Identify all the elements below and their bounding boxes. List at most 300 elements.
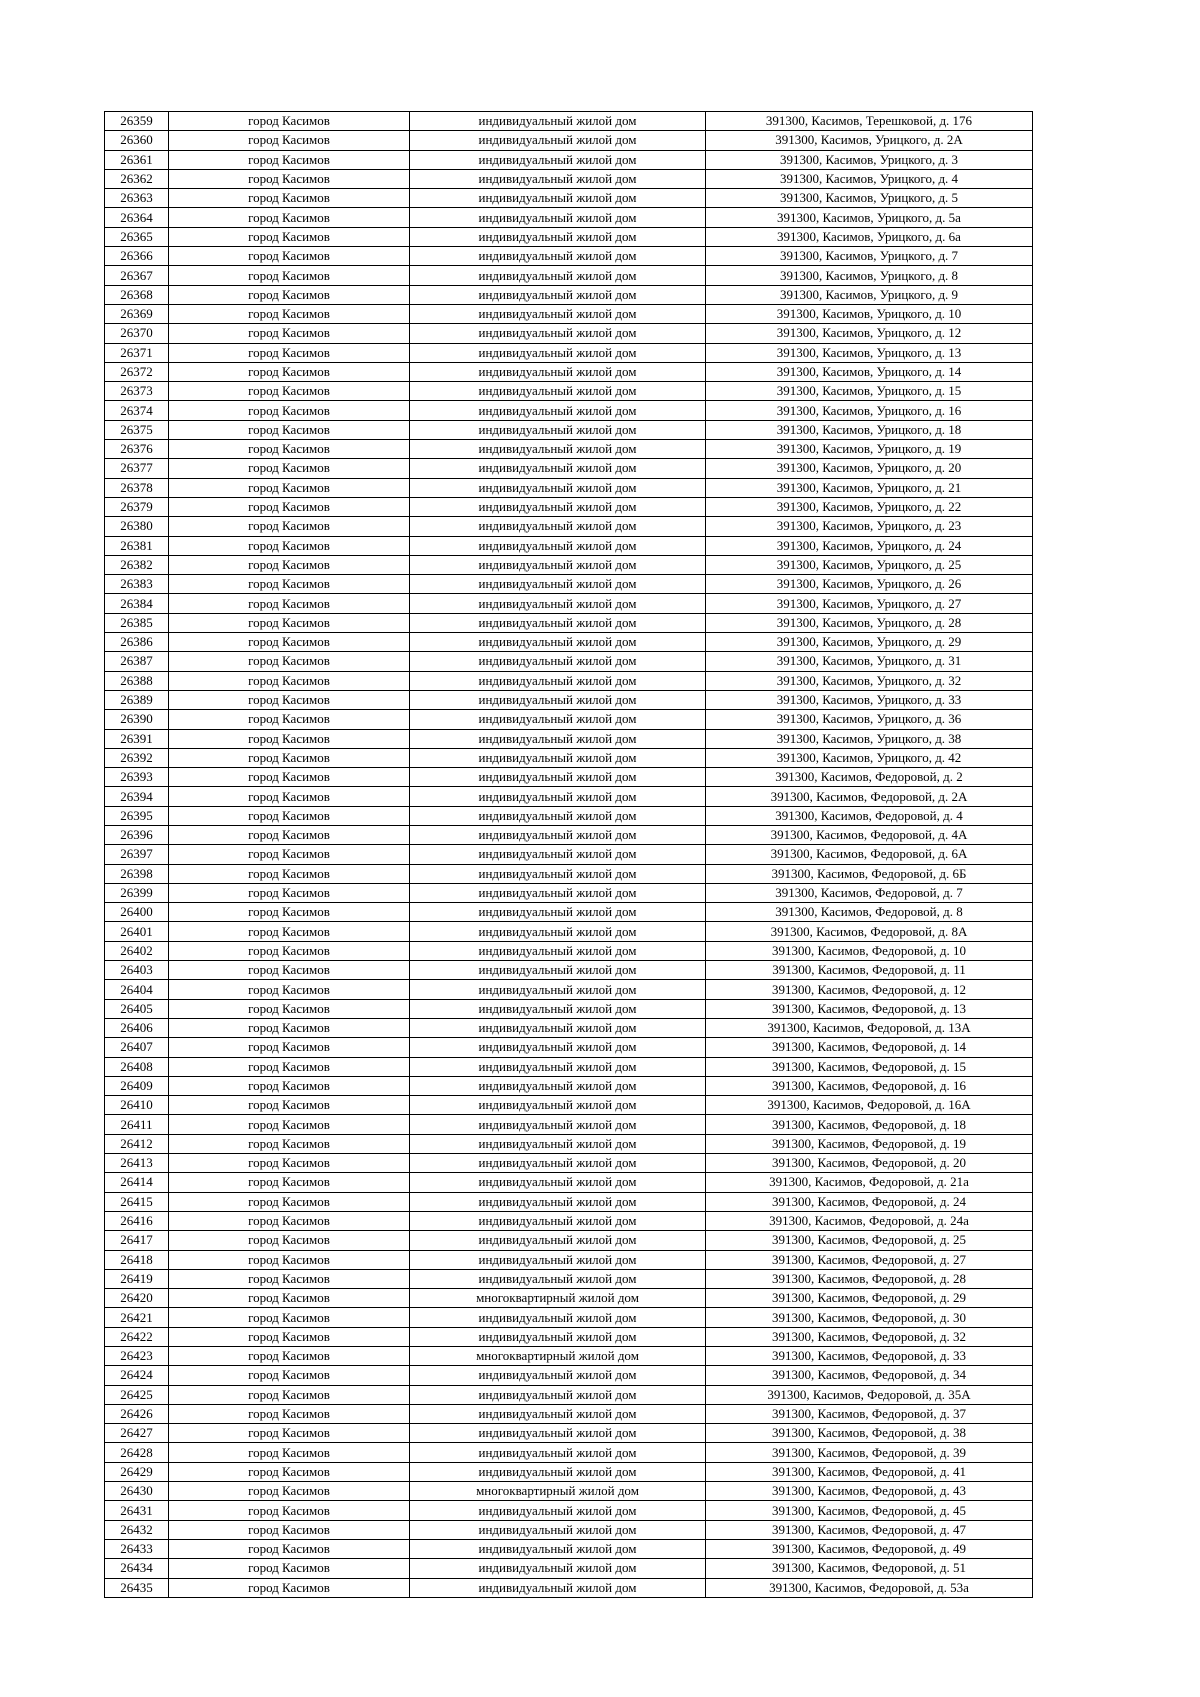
table-row <box>105 1289 1033 1308</box>
building-type-cell: индивидуальный жилой дом <box>410 324 706 343</box>
table-row <box>105 362 1033 381</box>
address-cell: 391300, Касимов, Урицкого, д. 36 <box>706 710 1033 729</box>
address-cell: 391300, Касимов, Федоровой, д. 11 <box>706 961 1033 980</box>
address-cell: 391300, Касимов, Урицкого, д. 6а <box>706 227 1033 246</box>
address-cell: 391300, Касимов, Урицкого, д. 28 <box>706 613 1033 632</box>
address-cell: 391300, Касимов, Федоровой, д. 16 <box>706 1076 1033 1095</box>
address-cell: 391300, Касимов, Урицкого, д. 38 <box>706 729 1033 748</box>
building-type-cell: индивидуальный жилой дом <box>410 748 706 767</box>
building-type-cell: индивидуальный жилой дом <box>410 575 706 594</box>
address-cell: 391300, Касимов, Федоровой, д. 32 <box>706 1327 1033 1346</box>
locality-cell: город Касимов <box>169 922 410 941</box>
locality-cell: город Касимов <box>169 1115 410 1134</box>
table-row <box>105 1192 1033 1211</box>
address-cell: 391300, Касимов, Федоровой, д. 18 <box>706 1115 1033 1134</box>
locality-cell: город Касимов <box>169 671 410 690</box>
building-type-cell: многоквартирный жилой дом <box>410 1289 706 1308</box>
record-number-cell: 26404 <box>105 980 169 999</box>
address-cell: 391300, Касимов, Федоровой, д. 45 <box>706 1501 1033 1520</box>
locality-cell: город Касимов <box>169 1482 410 1501</box>
table-row <box>105 1424 1033 1443</box>
building-type-cell: индивидуальный жилой дом <box>410 343 706 362</box>
address-cell: 391300, Касимов, Федоровой, д. 30 <box>706 1308 1033 1327</box>
locality-cell: город Касимов <box>169 440 410 459</box>
address-cell: 391300, Касимов, Урицкого, д. 16 <box>706 401 1033 420</box>
address-cell: 391300, Касимов, Урицкого, д. 24 <box>706 536 1033 555</box>
table-row <box>105 1038 1033 1057</box>
table-row <box>105 1173 1033 1192</box>
address-cell: 391300, Касимов, Урицкого, д. 13 <box>706 343 1033 362</box>
locality-cell: город Касимов <box>169 1173 410 1192</box>
building-type-cell: многоквартирный жилой дом <box>410 1482 706 1501</box>
record-number-cell: 26433 <box>105 1539 169 1558</box>
locality-cell: город Касимов <box>169 1520 410 1539</box>
address-cell: 391300, Касимов, Терешковой, д. 176 <box>706 112 1033 131</box>
address-cell: 391300, Касимов, Федоровой, д. 24а <box>706 1211 1033 1230</box>
building-type-cell: индивидуальный жилой дом <box>410 517 706 536</box>
address-cell: 391300, Касимов, Федоровой, д. 20 <box>706 1154 1033 1173</box>
table-row <box>105 922 1033 941</box>
building-type-cell: индивидуальный жилой дом <box>410 362 706 381</box>
building-type-cell: индивидуальный жилой дом <box>410 671 706 690</box>
record-number-cell: 26411 <box>105 1115 169 1134</box>
table-row <box>105 1057 1033 1076</box>
locality-cell: город Касимов <box>169 980 410 999</box>
building-type-cell: индивидуальный жилой дом <box>410 1404 706 1423</box>
address-cell: 391300, Касимов, Урицкого, д. 42 <box>706 748 1033 767</box>
locality-cell: город Касимов <box>169 1154 410 1173</box>
address-cell: 391300, Касимов, Урицкого, д. 23 <box>706 517 1033 536</box>
table-row <box>105 1366 1033 1385</box>
table-row <box>105 980 1033 999</box>
address-cell: 391300, Касимов, Федоровой, д. 33 <box>706 1347 1033 1366</box>
address-cell: 391300, Касимов, Урицкого, д. 14 <box>706 362 1033 381</box>
record-number-cell: 26403 <box>105 961 169 980</box>
address-cell: 391300, Касимов, Федоровой, д. 39 <box>706 1443 1033 1462</box>
building-type-cell: индивидуальный жилой дом <box>410 208 706 227</box>
address-cell: 391300, Касимов, Федоровой, д. 15 <box>706 1057 1033 1076</box>
record-number-cell: 26405 <box>105 999 169 1018</box>
table-row <box>105 806 1033 825</box>
locality-cell: город Касимов <box>169 169 410 188</box>
address-cell: 391300, Касимов, Федоровой, д. 7 <box>706 883 1033 902</box>
table-row <box>105 1578 1033 1597</box>
locality-cell: город Касимов <box>169 903 410 922</box>
locality-cell: город Касимов <box>169 459 410 478</box>
record-number-cell: 26387 <box>105 652 169 671</box>
locality-cell: город Касимов <box>169 247 410 266</box>
record-number-cell: 26419 <box>105 1269 169 1288</box>
address-cell: 391300, Касимов, Урицкого, д. 4 <box>706 169 1033 188</box>
record-number-cell: 26421 <box>105 1308 169 1327</box>
record-number-cell: 26395 <box>105 806 169 825</box>
building-type-cell: индивидуальный жилой дом <box>410 1366 706 1385</box>
table-row <box>105 169 1033 188</box>
address-cell: 391300, Касимов, Федоровой, д. 4А <box>706 825 1033 844</box>
locality-cell: город Касимов <box>169 304 410 323</box>
locality-cell: город Касимов <box>169 1404 410 1423</box>
locality-cell: город Касимов <box>169 189 410 208</box>
address-cell: 391300, Касимов, Федоровой, д. 14 <box>706 1038 1033 1057</box>
building-type-cell: индивидуальный жилой дом <box>410 613 706 632</box>
table-row <box>105 478 1033 497</box>
locality-cell: город Касимов <box>169 131 410 150</box>
address-cell: 391300, Касимов, Урицкого, д. 7 <box>706 247 1033 266</box>
locality-cell: город Касимов <box>169 227 410 246</box>
registry-table <box>104 111 1033 1598</box>
table-row <box>105 1250 1033 1269</box>
record-number-cell: 26360 <box>105 131 169 150</box>
locality-cell: город Касимов <box>169 613 410 632</box>
locality-cell: город Касимов <box>169 1443 410 1462</box>
locality-cell: город Касимов <box>169 825 410 844</box>
building-type-cell: индивидуальный жилой дом <box>410 980 706 999</box>
building-type-cell: индивидуальный жилой дом <box>410 1520 706 1539</box>
registry-table-body <box>105 112 1033 1598</box>
locality-cell: город Касимов <box>169 1250 410 1269</box>
record-number-cell: 26385 <box>105 613 169 632</box>
address-cell: 391300, Касимов, Урицкого, д. 18 <box>706 420 1033 439</box>
building-type-cell: индивидуальный жилой дом <box>410 922 706 941</box>
address-cell: 391300, Касимов, Федоровой, д. 47 <box>706 1520 1033 1539</box>
building-type-cell: многоквартирный жилой дом <box>410 1347 706 1366</box>
building-type-cell: индивидуальный жилой дом <box>410 1327 706 1346</box>
record-number-cell: 26363 <box>105 189 169 208</box>
table-row <box>105 671 1033 690</box>
address-cell: 391300, Касимов, Урицкого, д. 5а <box>706 208 1033 227</box>
address-cell: 391300, Касимов, Федоровой, д. 16А <box>706 1096 1033 1115</box>
address-cell: 391300, Касимов, Урицкого, д. 20 <box>706 459 1033 478</box>
record-number-cell: 26428 <box>105 1443 169 1462</box>
building-type-cell: индивидуальный жилой дом <box>410 1173 706 1192</box>
address-cell: 391300, Касимов, Федоровой, д. 8 <box>706 903 1033 922</box>
locality-cell: город Касимов <box>169 420 410 439</box>
address-cell: 391300, Касимов, Урицкого, д. 10 <box>706 304 1033 323</box>
building-type-cell: индивидуальный жилой дом <box>410 903 706 922</box>
locality-cell: город Касимов <box>169 343 410 362</box>
locality-cell: город Касимов <box>169 575 410 594</box>
building-type-cell: индивидуальный жилой дом <box>410 1231 706 1250</box>
address-cell: 391300, Касимов, Урицкого, д. 22 <box>706 497 1033 516</box>
table-row <box>105 247 1033 266</box>
locality-cell: город Касимов <box>169 864 410 883</box>
table-row <box>105 324 1033 343</box>
record-number-cell: 26398 <box>105 864 169 883</box>
record-number-cell: 26420 <box>105 1289 169 1308</box>
locality-cell: город Касимов <box>169 652 410 671</box>
locality-cell: город Касимов <box>169 883 410 902</box>
record-number-cell: 26400 <box>105 903 169 922</box>
table-row <box>105 1539 1033 1558</box>
record-number-cell: 26373 <box>105 382 169 401</box>
building-type-cell: индивидуальный жилой дом <box>410 169 706 188</box>
table-row <box>105 1520 1033 1539</box>
record-number-cell: 26368 <box>105 285 169 304</box>
address-cell: 391300, Касимов, Федоровой, д. 13А <box>706 1018 1033 1037</box>
record-number-cell: 26422 <box>105 1327 169 1346</box>
building-type-cell: индивидуальный жилой дом <box>410 382 706 401</box>
table-row <box>105 131 1033 150</box>
address-cell: 391300, Касимов, Федоровой, д. 28 <box>706 1269 1033 1288</box>
locality-cell: город Касимов <box>169 1231 410 1250</box>
record-number-cell: 26399 <box>105 883 169 902</box>
building-type-cell: индивидуальный жилой дом <box>410 652 706 671</box>
building-type-cell: индивидуальный жилой дом <box>410 266 706 285</box>
table-row <box>105 768 1033 787</box>
address-cell: 391300, Касимов, Урицкого, д. 31 <box>706 652 1033 671</box>
building-type-cell: индивидуальный жилой дом <box>410 150 706 169</box>
table-row <box>105 1482 1033 1501</box>
locality-cell: город Касимов <box>169 1038 410 1057</box>
locality-cell: город Касимов <box>169 690 410 709</box>
address-cell: 391300, Касимов, Федоровой, д. 10 <box>706 941 1033 960</box>
address-cell: 391300, Касимов, Федоровой, д. 35А <box>706 1385 1033 1404</box>
locality-cell: город Касимов <box>169 748 410 767</box>
address-cell: 391300, Касимов, Федоровой, д. 53а <box>706 1578 1033 1597</box>
record-number-cell: 26380 <box>105 517 169 536</box>
table-row <box>105 420 1033 439</box>
building-type-cell: индивидуальный жилой дом <box>410 883 706 902</box>
address-cell: 391300, Касимов, Федоровой, д. 34 <box>706 1366 1033 1385</box>
table-row <box>105 1559 1033 1578</box>
building-type-cell: индивидуальный жилой дом <box>410 497 706 516</box>
table-row <box>105 459 1033 478</box>
table-row <box>105 1327 1033 1346</box>
locality-cell: город Касимов <box>169 1057 410 1076</box>
locality-cell: город Касимов <box>169 150 410 169</box>
building-type-cell: индивидуальный жилой дом <box>410 1501 706 1520</box>
building-type-cell: индивидуальный жилой дом <box>410 536 706 555</box>
locality-cell: город Касимов <box>169 536 410 555</box>
record-number-cell: 26424 <box>105 1366 169 1385</box>
address-cell: 391300, Касимов, Урицкого, д. 8 <box>706 266 1033 285</box>
table-row <box>105 999 1033 1018</box>
record-number-cell: 26414 <box>105 1173 169 1192</box>
record-number-cell: 26366 <box>105 247 169 266</box>
table-row <box>105 208 1033 227</box>
locality-cell: город Касимов <box>169 1366 410 1385</box>
record-number-cell: 26408 <box>105 1057 169 1076</box>
building-type-cell: индивидуальный жилой дом <box>410 478 706 497</box>
table-row <box>105 1462 1033 1481</box>
building-type-cell: индивидуальный жилой дом <box>410 1192 706 1211</box>
locality-cell: город Касимов <box>169 941 410 960</box>
building-type-cell: индивидуальный жилой дом <box>410 806 706 825</box>
record-number-cell: 26364 <box>105 208 169 227</box>
table-row <box>105 1443 1033 1462</box>
table-row <box>105 729 1033 748</box>
record-number-cell: 26430 <box>105 1482 169 1501</box>
address-cell: 391300, Касимов, Федоровой, д. 37 <box>706 1404 1033 1423</box>
building-type-cell: индивидуальный жилой дом <box>410 285 706 304</box>
building-type-cell: индивидуальный жилой дом <box>410 227 706 246</box>
table-row <box>105 440 1033 459</box>
record-number-cell: 26376 <box>105 440 169 459</box>
locality-cell: город Касимов <box>169 208 410 227</box>
building-type-cell: индивидуальный жилой дом <box>410 420 706 439</box>
table-row <box>105 227 1033 246</box>
table-row <box>105 517 1033 536</box>
locality-cell: город Касимов <box>169 401 410 420</box>
locality-cell: город Касимов <box>169 710 410 729</box>
table-row <box>105 1501 1033 1520</box>
record-number-cell: 26413 <box>105 1154 169 1173</box>
table-row <box>105 883 1033 902</box>
building-type-cell: индивидуальный жилой дом <box>410 304 706 323</box>
address-cell: 391300, Касимов, Федоровой, д. 2 <box>706 768 1033 787</box>
record-number-cell: 26394 <box>105 787 169 806</box>
table-row <box>105 845 1033 864</box>
building-type-cell: индивидуальный жилой дом <box>410 941 706 960</box>
locality-cell: город Касимов <box>169 555 410 574</box>
table-row <box>105 710 1033 729</box>
record-number-cell: 26378 <box>105 478 169 497</box>
address-cell: 391300, Касимов, Урицкого, д. 3 <box>706 150 1033 169</box>
record-number-cell: 26416 <box>105 1211 169 1230</box>
building-type-cell: индивидуальный жилой дом <box>410 1250 706 1269</box>
table-row <box>105 1115 1033 1134</box>
table-row <box>105 613 1033 632</box>
table-row <box>105 401 1033 420</box>
building-type-cell: индивидуальный жилой дом <box>410 1385 706 1404</box>
record-number-cell: 26412 <box>105 1134 169 1153</box>
locality-cell: город Касимов <box>169 1289 410 1308</box>
building-type-cell: индивидуальный жилой дом <box>410 1018 706 1037</box>
locality-cell: город Касимов <box>169 1096 410 1115</box>
table-row <box>105 112 1033 131</box>
table-row <box>105 1076 1033 1095</box>
record-number-cell: 26383 <box>105 575 169 594</box>
building-type-cell: индивидуальный жилой дом <box>410 633 706 652</box>
address-cell: 391300, Касимов, Федоровой, д. 29 <box>706 1289 1033 1308</box>
locality-cell: город Касимов <box>169 1076 410 1095</box>
table-row <box>105 594 1033 613</box>
building-type-cell: индивидуальный жилой дом <box>410 1269 706 1288</box>
record-number-cell: 26390 <box>105 710 169 729</box>
record-number-cell: 26381 <box>105 536 169 555</box>
locality-cell: город Касимов <box>169 787 410 806</box>
record-number-cell: 26409 <box>105 1076 169 1095</box>
address-cell: 391300, Касимов, Урицкого, д. 5 <box>706 189 1033 208</box>
record-number-cell: 26432 <box>105 1520 169 1539</box>
locality-cell: город Касимов <box>169 1269 410 1288</box>
address-cell: 391300, Касимов, Урицкого, д. 12 <box>706 324 1033 343</box>
building-type-cell: индивидуальный жилой дом <box>410 1076 706 1095</box>
table-row <box>105 1385 1033 1404</box>
record-number-cell: 26410 <box>105 1096 169 1115</box>
address-cell: 391300, Касимов, Урицкого, д. 25 <box>706 555 1033 574</box>
table-row <box>105 189 1033 208</box>
record-number-cell: 26401 <box>105 922 169 941</box>
table-row <box>105 1308 1033 1327</box>
building-type-cell: индивидуальный жилой дом <box>410 1559 706 1578</box>
building-type-cell: индивидуальный жилой дом <box>410 1038 706 1057</box>
building-type-cell: индивидуальный жилой дом <box>410 1424 706 1443</box>
building-type-cell: индивидуальный жилой дом <box>410 594 706 613</box>
record-number-cell: 26365 <box>105 227 169 246</box>
building-type-cell: индивидуальный жилой дом <box>410 690 706 709</box>
building-type-cell: индивидуальный жилой дом <box>410 1134 706 1153</box>
address-cell: 391300, Касимов, Урицкого, д. 15 <box>706 382 1033 401</box>
table-row <box>105 150 1033 169</box>
locality-cell: город Касимов <box>169 594 410 613</box>
table-row <box>105 1096 1033 1115</box>
address-cell: 391300, Касимов, Урицкого, д. 9 <box>706 285 1033 304</box>
table-row <box>105 1154 1033 1173</box>
address-cell: 391300, Касимов, Урицкого, д. 21 <box>706 478 1033 497</box>
address-cell: 391300, Касимов, Федоровой, д. 49 <box>706 1539 1033 1558</box>
building-type-cell: индивидуальный жилой дом <box>410 864 706 883</box>
address-cell: 391300, Касимов, Урицкого, д. 27 <box>706 594 1033 613</box>
building-type-cell: индивидуальный жилой дом <box>410 768 706 787</box>
table-row <box>105 382 1033 401</box>
building-type-cell: индивидуальный жилой дом <box>410 1462 706 1481</box>
locality-cell: город Касимов <box>169 266 410 285</box>
table-row <box>105 961 1033 980</box>
building-type-cell: индивидуальный жилой дом <box>410 1154 706 1173</box>
locality-cell: город Касимов <box>169 806 410 825</box>
record-number-cell: 26434 <box>105 1559 169 1578</box>
locality-cell: город Касимов <box>169 1559 410 1578</box>
record-number-cell: 26391 <box>105 729 169 748</box>
record-number-cell: 26389 <box>105 690 169 709</box>
table-row <box>105 633 1033 652</box>
table-row <box>105 1231 1033 1250</box>
building-type-cell: индивидуальный жилой дом <box>410 1443 706 1462</box>
record-number-cell: 26435 <box>105 1578 169 1597</box>
table-row <box>105 941 1033 960</box>
table-row <box>105 1347 1033 1366</box>
building-type-cell: индивидуальный жилой дом <box>410 729 706 748</box>
record-number-cell: 26382 <box>105 555 169 574</box>
building-type-cell: индивидуальный жилой дом <box>410 999 706 1018</box>
record-number-cell: 26369 <box>105 304 169 323</box>
record-number-cell: 26375 <box>105 420 169 439</box>
locality-cell: город Касимов <box>169 1211 410 1230</box>
building-type-cell: индивидуальный жилой дом <box>410 459 706 478</box>
address-cell: 391300, Касимов, Урицкого, д. 2А <box>706 131 1033 150</box>
address-cell: 391300, Касимов, Урицкого, д. 29 <box>706 633 1033 652</box>
record-number-cell: 26362 <box>105 169 169 188</box>
record-number-cell: 26393 <box>105 768 169 787</box>
address-cell: 391300, Касимов, Федоровой, д. 21а <box>706 1173 1033 1192</box>
address-cell: 391300, Касимов, Федоровой, д. 6А <box>706 845 1033 864</box>
address-cell: 391300, Касимов, Урицкого, д. 33 <box>706 690 1033 709</box>
record-number-cell: 26397 <box>105 845 169 864</box>
record-number-cell: 26427 <box>105 1424 169 1443</box>
locality-cell: город Касимов <box>169 1385 410 1404</box>
building-type-cell: индивидуальный жилой дом <box>410 1578 706 1597</box>
record-number-cell: 26392 <box>105 748 169 767</box>
address-cell: 391300, Касимов, Урицкого, д. 19 <box>706 440 1033 459</box>
locality-cell: город Касимов <box>169 1308 410 1327</box>
record-number-cell: 26426 <box>105 1404 169 1423</box>
record-number-cell: 26374 <box>105 401 169 420</box>
building-type-cell: индивидуальный жилой дом <box>410 247 706 266</box>
table-row <box>105 690 1033 709</box>
record-number-cell: 26377 <box>105 459 169 478</box>
locality-cell: город Касимов <box>169 961 410 980</box>
building-type-cell: индивидуальный жилой дом <box>410 845 706 864</box>
locality-cell: город Касимов <box>169 999 410 1018</box>
record-number-cell: 26367 <box>105 266 169 285</box>
table-row <box>105 1269 1033 1288</box>
record-number-cell: 26406 <box>105 1018 169 1037</box>
locality-cell: город Касимов <box>169 324 410 343</box>
address-cell: 391300, Касимов, Федоровой, д. 41 <box>706 1462 1033 1481</box>
building-type-cell: индивидуальный жилой дом <box>410 1539 706 1558</box>
locality-cell: город Касимов <box>169 382 410 401</box>
